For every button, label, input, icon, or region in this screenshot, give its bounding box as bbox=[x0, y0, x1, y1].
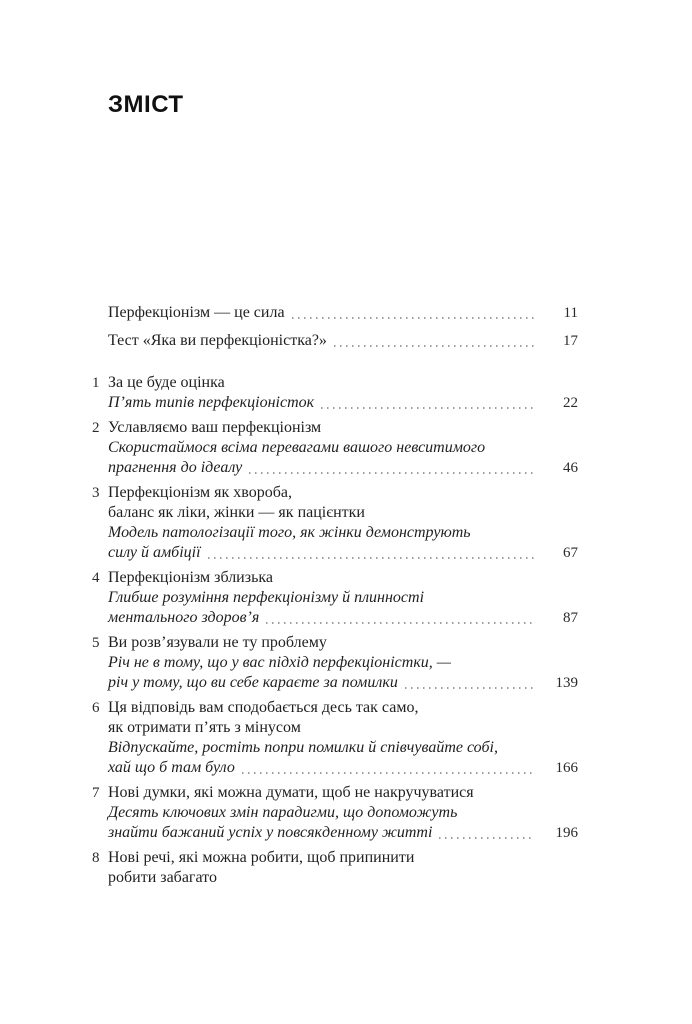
toc-line bbox=[108, 783, 578, 803]
toc-line bbox=[108, 823, 578, 843]
chapter-title-line: Нові речі, які можна робити, щоб припинити bbox=[108, 849, 415, 866]
chapter-number: 6 bbox=[92, 700, 100, 716]
toc-line bbox=[108, 418, 578, 438]
entry-page-number: 17 bbox=[563, 333, 578, 349]
toc-line bbox=[108, 503, 578, 523]
dot-leader bbox=[208, 557, 534, 559]
toc-line bbox=[108, 803, 578, 823]
chapter-title-line: робити забагато bbox=[108, 869, 217, 886]
chapter-title-line: Уславляємо ваш перфекціонізм bbox=[108, 419, 322, 436]
chapter-title-line: Ви розв’язували не ту проблему bbox=[108, 634, 327, 651]
entry-page-number: 87 bbox=[563, 610, 578, 626]
chapter-title-line: Перфекціонізм як хвороба, bbox=[108, 484, 292, 501]
chapter-subtitle-line: хай що б там було bbox=[108, 759, 235, 776]
toc-line bbox=[108, 653, 578, 673]
entry-page-number: 46 bbox=[563, 460, 578, 476]
chapter-number: 5 bbox=[92, 635, 100, 651]
chapter-subtitle-line: Десять ключових змін парадигми, що допоможуть bbox=[108, 804, 458, 821]
dot-leader bbox=[405, 687, 534, 689]
toc-line bbox=[108, 868, 578, 888]
chapter-title-line: Перфекціонізм зблизька bbox=[108, 569, 273, 586]
toc-line bbox=[108, 758, 578, 778]
chapter-title-line: Нові думки, які можна думати, щоб не накручуватися bbox=[108, 784, 474, 801]
chapter-list bbox=[92, 373, 578, 893]
chapter-number: 3 bbox=[92, 485, 100, 501]
toc-line bbox=[108, 523, 578, 543]
chapter-subtitle-line: прагнення до ідеалу bbox=[108, 459, 243, 476]
toc-entry bbox=[108, 303, 578, 323]
page-title: ЗМІСТ bbox=[108, 91, 184, 118]
toc-chapter-entry bbox=[92, 373, 578, 413]
toc-line bbox=[108, 373, 578, 393]
entry-page-number: 196 bbox=[555, 825, 578, 841]
entry-page-number: 67 bbox=[563, 545, 578, 561]
dot-leader bbox=[249, 472, 534, 474]
chapter-title-line: баланс як ліки, жінки — як пацієнтки bbox=[108, 504, 365, 521]
chapter-number: 8 bbox=[92, 850, 100, 866]
chapter-title-line: За це буде оцінка bbox=[108, 374, 225, 391]
entry-page-number: 139 bbox=[555, 675, 578, 691]
chapter-number: 4 bbox=[92, 570, 100, 586]
toc-line bbox=[108, 673, 578, 693]
toc-line bbox=[108, 633, 578, 653]
entry-page-number: 11 bbox=[563, 305, 578, 321]
entry-page-number: 166 bbox=[555, 760, 578, 776]
entry-label: Тест «Яка ви перфекціоністка?» bbox=[108, 332, 327, 349]
toc-line bbox=[108, 608, 578, 628]
toc-chapter-entry bbox=[92, 633, 578, 693]
toc-line bbox=[108, 698, 578, 718]
toc-line bbox=[108, 568, 578, 588]
chapter-title-line: як отримати п’ять з мінусом bbox=[108, 719, 301, 736]
toc-line bbox=[108, 738, 578, 758]
chapter-title-line: Ця відповідь вам сподобається десь так само, bbox=[108, 699, 419, 716]
front-matter-list bbox=[108, 303, 578, 359]
toc-line bbox=[108, 393, 578, 413]
toc-line bbox=[108, 438, 578, 458]
toc-line bbox=[108, 543, 578, 563]
dot-leader bbox=[266, 622, 534, 624]
toc-line bbox=[108, 588, 578, 608]
chapter-subtitle-line: Відпускайте, ростіть попри помилки й співчувайте собі, bbox=[108, 739, 498, 756]
toc-line bbox=[108, 718, 578, 738]
dot-leader bbox=[334, 345, 534, 347]
toc-chapter-entry bbox=[92, 783, 578, 843]
chapter-subtitle-line: силу й амбіції bbox=[108, 544, 201, 561]
chapter-subtitle-line: Річ не в тому, що у вас підхід перфекціоністки, — bbox=[108, 654, 452, 671]
chapter-subtitle-line: П’ять типів перфекціоністок bbox=[108, 394, 315, 411]
chapter-subtitle-line: Модель патологізації того, як жінки демонструють bbox=[108, 524, 471, 541]
toc-entry bbox=[108, 331, 578, 351]
dot-leader bbox=[439, 837, 534, 839]
toc-chapter-entry bbox=[92, 698, 578, 778]
toc-line bbox=[108, 458, 578, 478]
toc-chapter-entry bbox=[92, 568, 578, 628]
chapter-subtitle-line: ментального здоров’я bbox=[108, 609, 260, 626]
chapter-subtitle-line: річ у тому, що ви себе караєте за помилки bbox=[108, 674, 398, 691]
entry-page-number: 22 bbox=[563, 395, 578, 411]
toc-line bbox=[108, 848, 578, 868]
toc-chapter-entry bbox=[92, 483, 578, 563]
chapter-subtitle-line: Скористаймося всіма перевагами вашого невситимого bbox=[108, 439, 486, 456]
dot-leader bbox=[321, 407, 534, 409]
chapter-number: 7 bbox=[92, 785, 100, 801]
dot-leader bbox=[292, 317, 534, 319]
chapter-number: 2 bbox=[92, 420, 100, 436]
dot-leader bbox=[242, 772, 534, 774]
toc-line bbox=[108, 483, 578, 503]
toc-chapter-entry bbox=[92, 848, 578, 888]
chapter-subtitle-line: Глибше розуміння перфекціонізму й плинності bbox=[108, 589, 425, 606]
chapter-number: 1 bbox=[92, 375, 100, 391]
chapter-subtitle-line: знайти бажаний успіх у повсякденному житті bbox=[108, 824, 433, 841]
toc-chapter-entry bbox=[92, 418, 578, 478]
entry-label: Перфекціонізм — це сила bbox=[108, 304, 285, 321]
